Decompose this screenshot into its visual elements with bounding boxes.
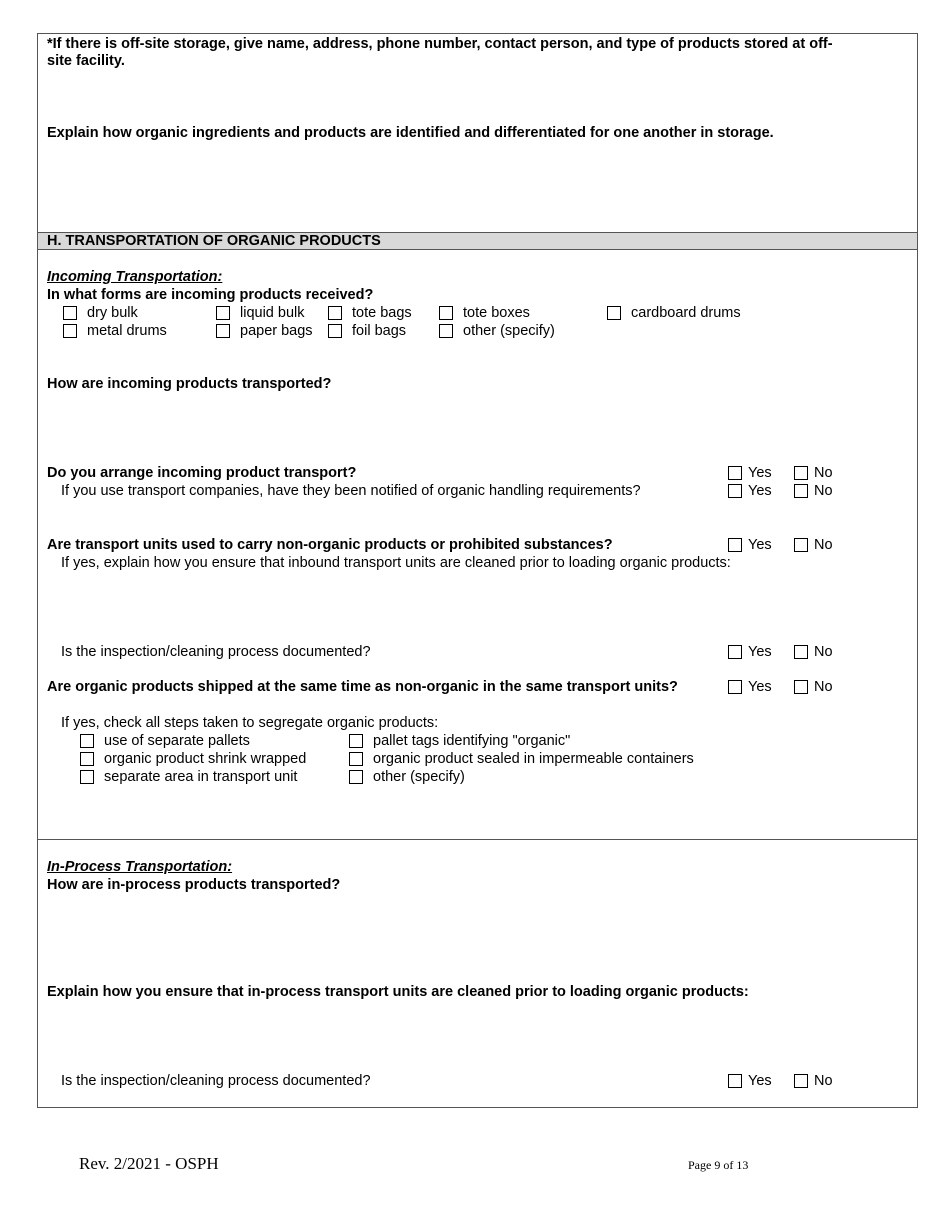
inprocess-documented-question: Is the inspection/cleaning process documented? bbox=[61, 1073, 371, 1089]
incoming-forms-question: In what forms are incoming products received? bbox=[47, 287, 374, 303]
storage-identification-question: Explain how organic ingredients and products are identified and differentiated for one another in storage. bbox=[47, 125, 774, 141]
same-time-yes-checkbox[interactable] bbox=[728, 680, 742, 694]
same-time-no-checkbox[interactable] bbox=[794, 680, 808, 694]
same-time-question: Are organic products shipped at the same time as non-organic in the same transport units? bbox=[47, 679, 678, 695]
tote-bags-label: tote bags bbox=[352, 305, 412, 321]
dry-bulk-label: dry bulk bbox=[87, 305, 138, 321]
inprocess-transport-question: How are in-process products transported? bbox=[47, 877, 341, 893]
cardboard-drums-checkbox[interactable] bbox=[607, 306, 621, 320]
same-time-yes-label: Yes bbox=[748, 679, 772, 695]
nonorganic-no-label: No bbox=[814, 537, 833, 553]
metal-drums-label: metal drums bbox=[87, 323, 167, 339]
other-specify-label: other (specify) bbox=[463, 323, 555, 339]
incoming-documented-yes-label: Yes bbox=[748, 644, 772, 660]
segregate-other-checkbox[interactable] bbox=[349, 770, 363, 784]
same-time-no-label: No bbox=[814, 679, 833, 695]
inprocess-documented-yes-checkbox[interactable] bbox=[728, 1074, 742, 1088]
footer-revision: Rev. 2/2021 - OSPH bbox=[79, 1154, 219, 1173]
foil-bags-label: foil bags bbox=[352, 323, 407, 339]
footer-page-number: Page 9 of 13 bbox=[688, 1158, 749, 1172]
arrange-yes-checkbox[interactable] bbox=[728, 466, 742, 480]
inprocess-documented-yes-label: Yes bbox=[748, 1073, 772, 1089]
cardboard-drums-label: cardboard drums bbox=[631, 305, 741, 321]
sealed-containers-label: organic product sealed in impermeable containers bbox=[373, 751, 694, 767]
separate-pallets-checkbox[interactable] bbox=[80, 734, 94, 748]
segregate-question: If yes, check all steps taken to segregate organic products: bbox=[61, 715, 439, 731]
incoming-documented-question: Is the inspection/cleaning process documented? bbox=[61, 644, 371, 660]
section-h-bar bbox=[38, 232, 917, 250]
pallet-tags-checkbox[interactable] bbox=[349, 734, 363, 748]
section-h-title: H. TRANSPORTATION OF ORGANIC PRODUCTS bbox=[47, 233, 381, 249]
inprocess-clean-question: Explain how you ensure that in-process transport units are cleaned prior to loading organic products: bbox=[47, 984, 749, 1000]
tote-boxes-label: tote boxes bbox=[463, 305, 530, 321]
nonorganic-yes-label: Yes bbox=[748, 537, 772, 553]
incoming-heading: Incoming Transportation: bbox=[47, 269, 223, 285]
arrange-transport-question: Do you arrange incoming product transport? bbox=[47, 465, 357, 481]
notified-no-checkbox[interactable] bbox=[794, 484, 808, 498]
separate-area-checkbox[interactable] bbox=[80, 770, 94, 784]
liquid-bulk-checkbox[interactable] bbox=[216, 306, 230, 320]
inprocess-documented-no-label: No bbox=[814, 1073, 833, 1089]
nonorganic-no-checkbox[interactable] bbox=[794, 538, 808, 552]
inprocess-heading: In-Process Transportation: bbox=[47, 859, 233, 875]
tote-bags-checkbox[interactable] bbox=[328, 306, 342, 320]
offsite-storage-question: *If there is off-site storage, give name, address, phone number, contact person, and type of products stored at off- bbox=[47, 36, 833, 52]
notified-yes-checkbox[interactable] bbox=[728, 484, 742, 498]
notified-no-label: No bbox=[814, 483, 833, 499]
notified-question: If you use transport companies, have they been notified of organic handling requirements? bbox=[61, 483, 641, 499]
foil-bags-checkbox[interactable] bbox=[328, 324, 342, 338]
segregate-other-label: other (specify) bbox=[373, 769, 465, 785]
paper-bags-label: paper bags bbox=[240, 323, 313, 339]
separate-pallets-label: use of separate pallets bbox=[104, 733, 250, 749]
incoming-transport-question: How are incoming products transported? bbox=[47, 376, 332, 392]
metal-drums-checkbox[interactable] bbox=[63, 324, 77, 338]
arrange-yes-label: Yes bbox=[748, 465, 772, 481]
form-frame bbox=[37, 33, 918, 1108]
nonorganic-followup: If yes, explain how you ensure that inbound transport units are cleaned prior to loading organic products: bbox=[61, 555, 731, 571]
section-divider bbox=[38, 839, 917, 840]
offsite-storage-question-cont: site facility. bbox=[47, 53, 125, 69]
arrange-no-label: No bbox=[814, 465, 833, 481]
other-specify-checkbox[interactable] bbox=[439, 324, 453, 338]
shrink-wrapped-label: organic product shrink wrapped bbox=[104, 751, 307, 767]
sealed-containers-checkbox[interactable] bbox=[349, 752, 363, 766]
notified-yes-label: Yes bbox=[748, 483, 772, 499]
arrange-no-checkbox[interactable] bbox=[794, 466, 808, 480]
separate-area-label: separate area in transport unit bbox=[104, 769, 298, 785]
incoming-documented-no-label: No bbox=[814, 644, 833, 660]
dry-bulk-checkbox[interactable] bbox=[63, 306, 77, 320]
liquid-bulk-label: liquid bulk bbox=[240, 305, 305, 321]
tote-boxes-checkbox[interactable] bbox=[439, 306, 453, 320]
incoming-documented-no-checkbox[interactable] bbox=[794, 645, 808, 659]
inprocess-documented-no-checkbox[interactable] bbox=[794, 1074, 808, 1088]
paper-bags-checkbox[interactable] bbox=[216, 324, 230, 338]
pallet-tags-label: pallet tags identifying "organic" bbox=[373, 733, 571, 749]
incoming-documented-yes-checkbox[interactable] bbox=[728, 645, 742, 659]
nonorganic-transport-question: Are transport units used to carry non-organic products or prohibited substances? bbox=[47, 537, 613, 553]
shrink-wrapped-checkbox[interactable] bbox=[80, 752, 94, 766]
nonorganic-yes-checkbox[interactable] bbox=[728, 538, 742, 552]
